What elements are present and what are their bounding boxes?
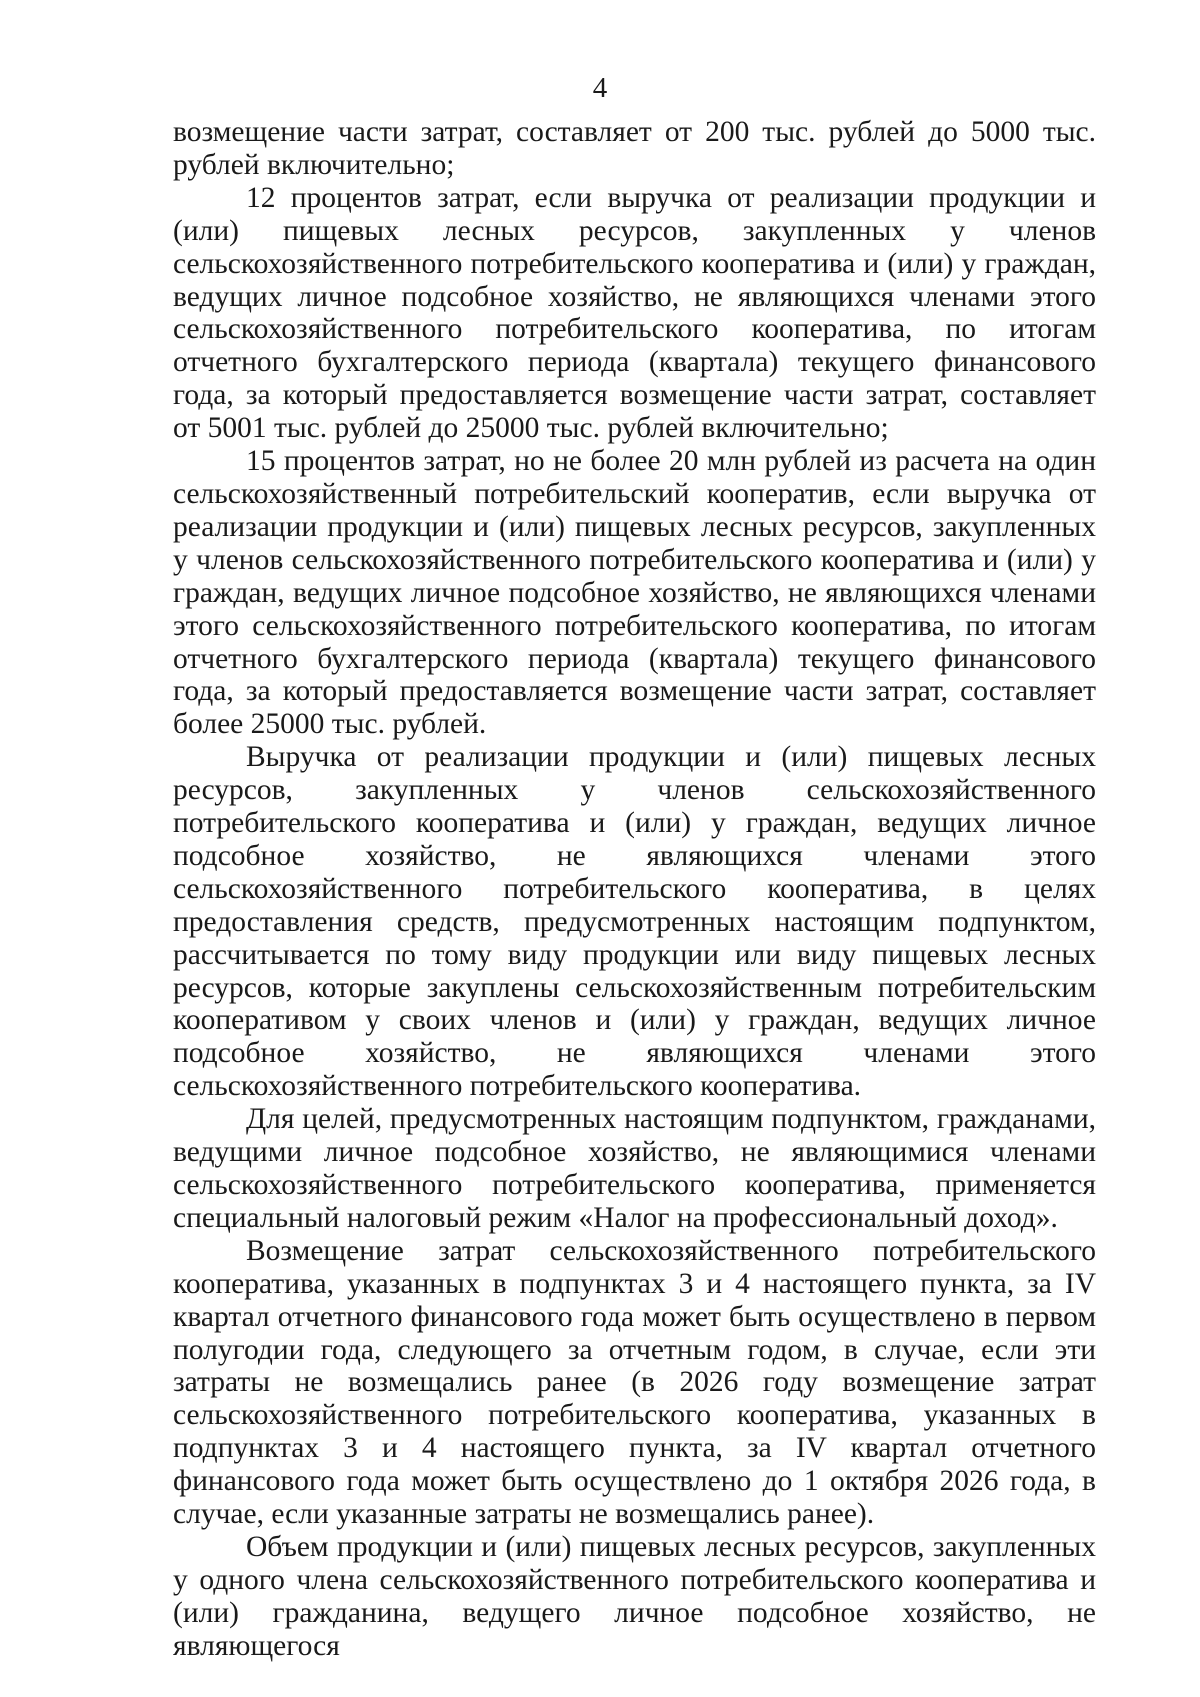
paragraph-q4-reimbursement: Возмещение затрат сельскохозяйственного потребительского кооператива, указанных в подпунктах 3 и 4 настоящего пункта, за IV квартал отчетного финансового года может быть осуществлено в первом полугодии года, следующего за отчетным годом, в случае, если эти затраты не возмещались ранее (в 2026 году возмещение затрат сельскохозяйственного потребительского кооператива, указанных в подпунктах 3 и 4 настоящего пункта, за IV квартал отчетного финансового года может быть осуществлено до 1 октября 2026 года, в случае, если указанные затраты не возмещались ранее). <box>173 1234 1096 1531</box>
paragraph-tax-regime: Для целей, предусмотренных настоящим подпунктом, гражданами, ведущими личное подсобное хозяйство, не являющимися членами сельскохозяйственного потребительского кооператива, применяется специальный налоговый режим «Налог на профессиональный доход». <box>173 1103 1096 1234</box>
document-body <box>173 116 1096 1663</box>
paragraph-continuation: возмещение части затрат, составляет от 200 тыс. рублей до 5000 тыс. рублей включительно; <box>173 116 1096 181</box>
paragraph-volume: Объем продукции и (или) пищевых лесных ресурсов, закупленных у одного члена сельскохозяйственного потребительского кооператива и (или) гражданина, ведущего личное подсобное хозяйство, не являющегося <box>173 1530 1096 1662</box>
paragraph-revenue: Выручка от реализации продукции и (или) пищевых лесных ресурсов, закупленных у членов сельскохозяйственного потребительского кооператива и (или) у граждан, ведущих личное подсобное хозяйство, не являющихся членами этого сельскохозяйственного потребительского кооператива, в целях предоставления средств, предусмотренных настоящим подпунктом, рассчитывается по тому виду продукции или виду пищевых лесных ресурсов, которые закуплены сельскохозяйственным потребительским кооперативом у своих членов и (или) у граждан, ведущих личное подсобное хозяйство, не являющихся членами этого сельскохозяйственного потребительского кооператива. <box>173 741 1096 1103</box>
paragraph-12-percent: 12 процентов затрат, если выручка от реализации продукции и (или) пищевых лесных ресурсов, закупленных у членов сельскохозяйственного потребительского кооператива и (или) у граждан, ведущих личное подсобное хозяйство, не являющихся членами этого сельскохозяйственного потребительского кооператива, по итогам отчетного бухгалтерского периода (квартала) текущего финансового года, за который предоставляется возмещение части затрат, составляет от 5001 тыс. рублей до 25000 тыс. рублей включительно; <box>173 181 1096 445</box>
page-number: 4 <box>592 72 608 104</box>
paragraph-15-percent: 15 процентов затрат, но не более 20 млн рублей из расчета на один сельскохозяйственный потребительский кооператив, если выручка от реализации продукции и (или) пищевых лесных ресурсов, закупленных у членов сельскохозяйственного потребительского кооператива и (или) у граждан, ведущих личное подсобное хозяйство, не являющихся членами этого сельскохозяйственного потребительского кооператива, по итогам отчетного бухгалтерского периода (квартала) текущего финансового года, за который предоставляется возмещение части затрат, составляет более 25000 тыс. рублей. <box>173 445 1096 741</box>
